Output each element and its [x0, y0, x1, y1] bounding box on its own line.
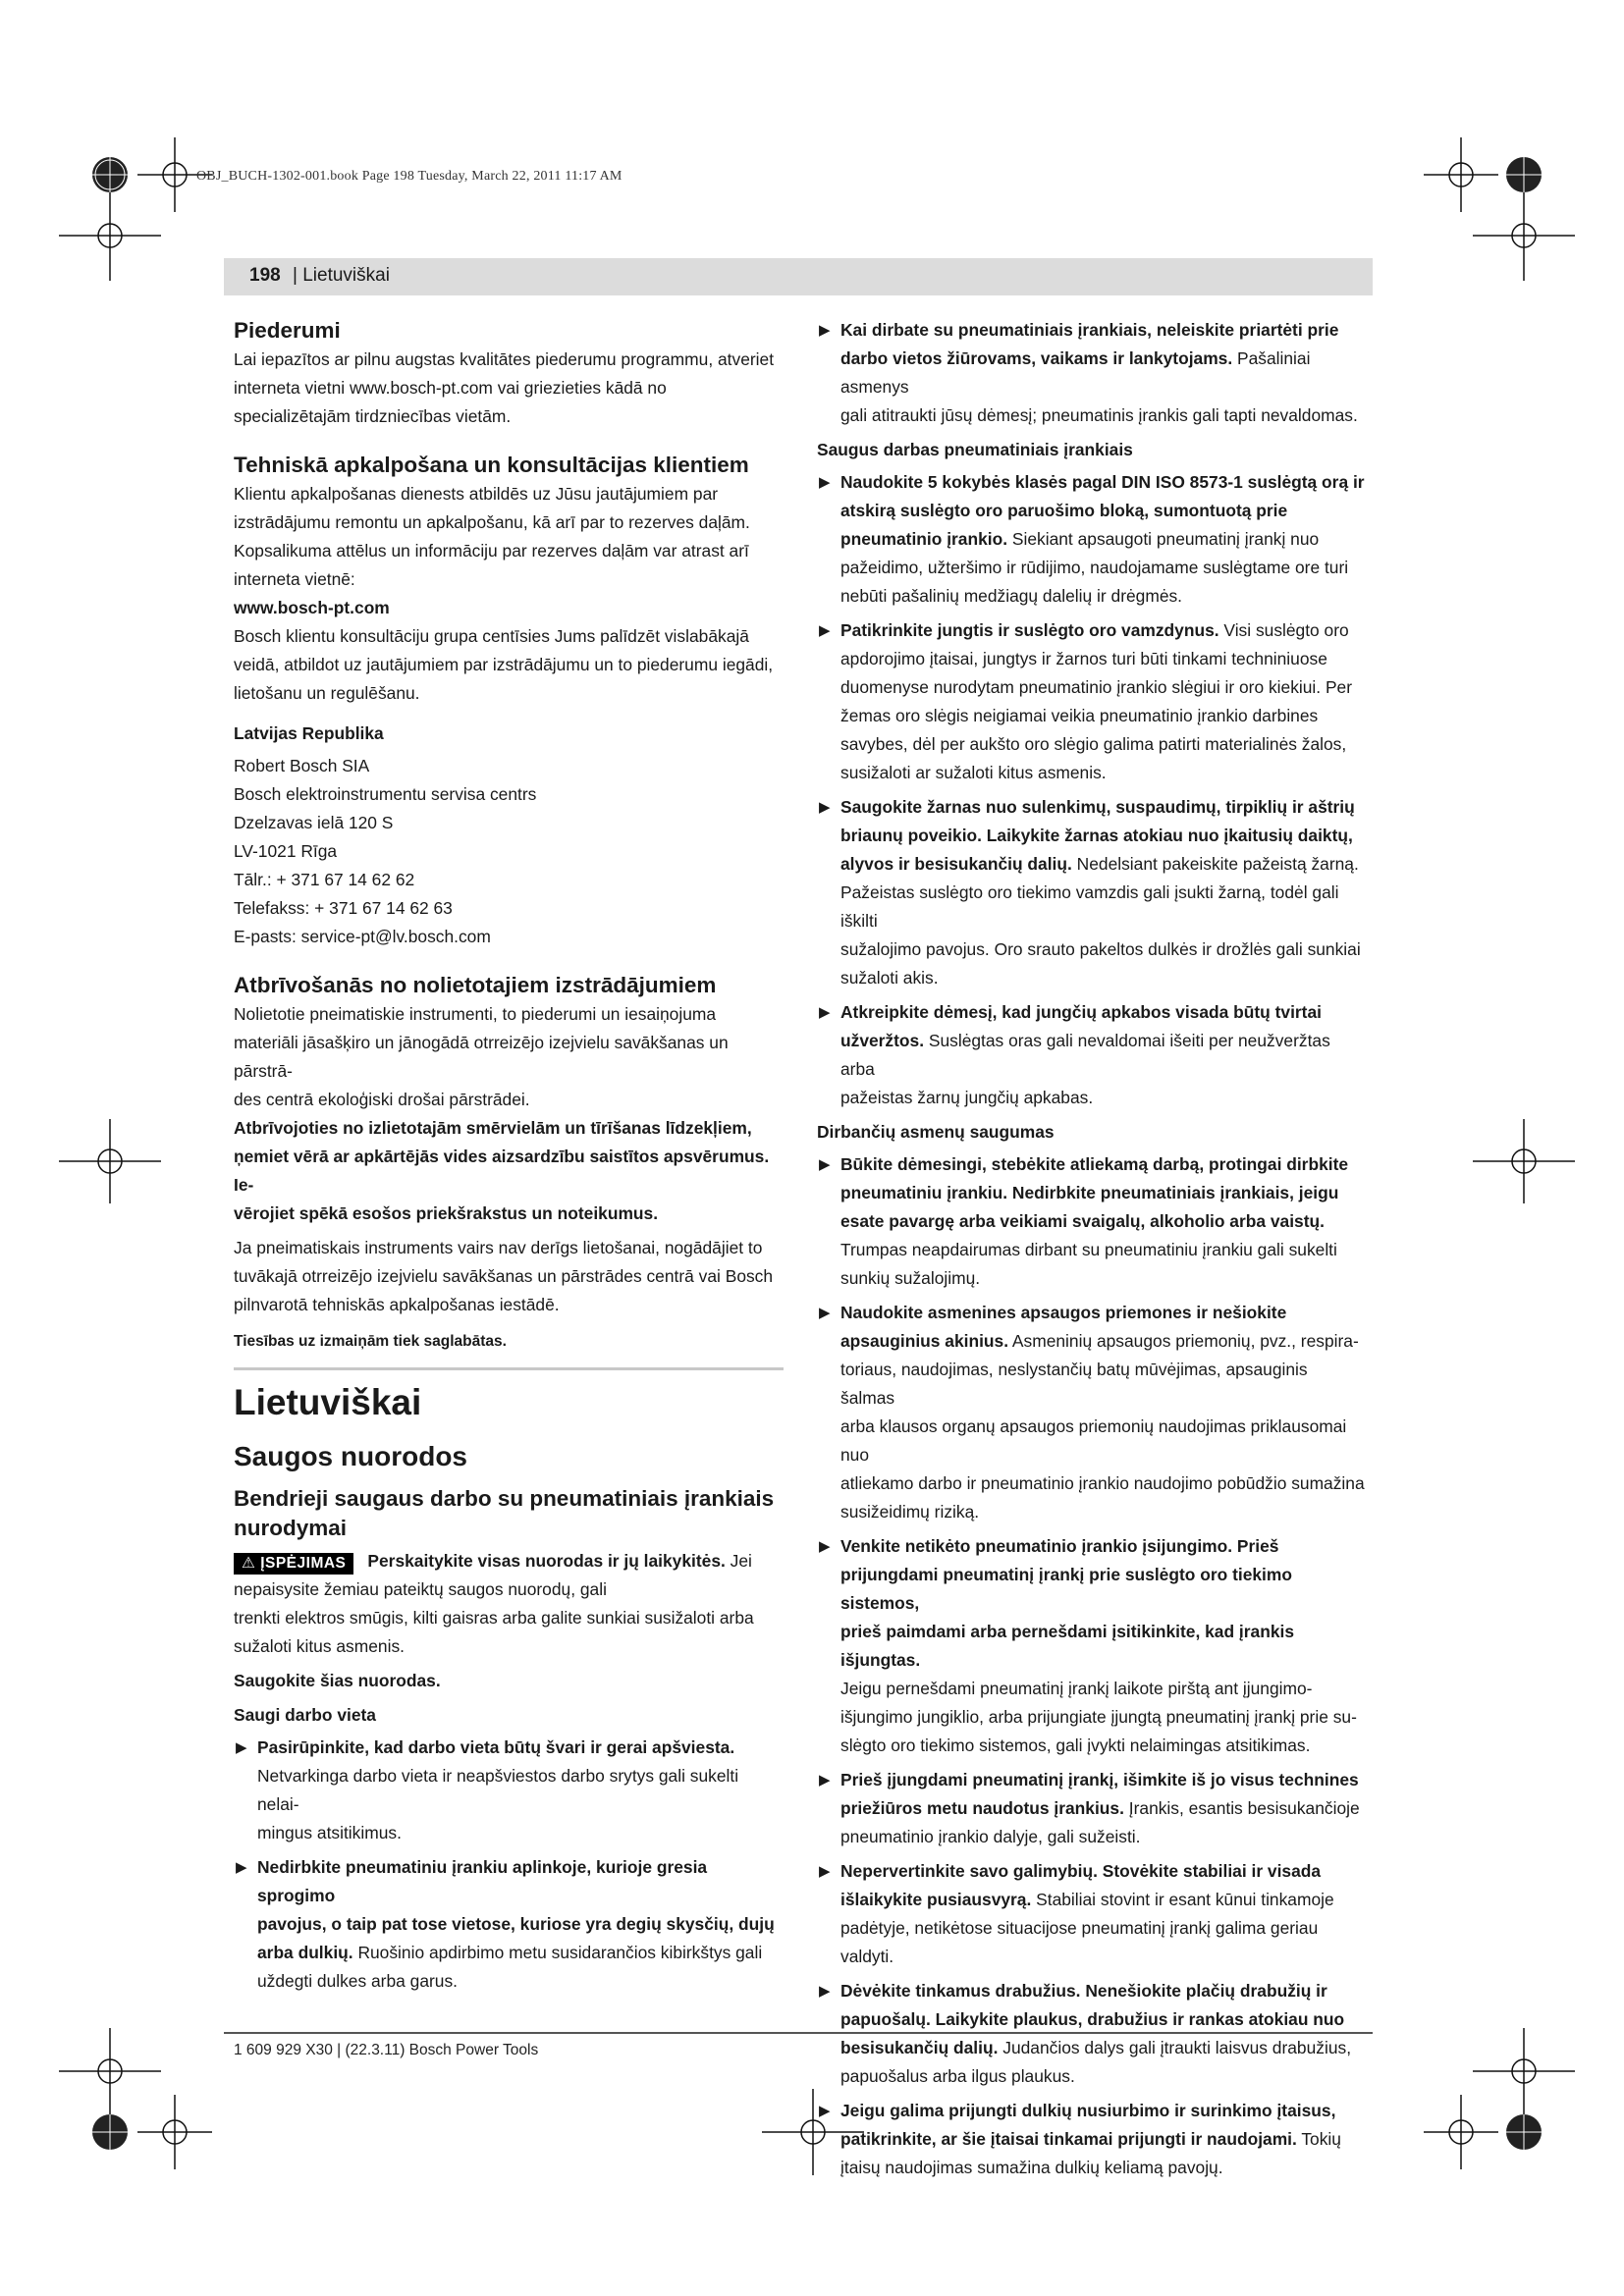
bullet-triangle-icon: ▶ — [819, 1863, 831, 1880]
bullet-bold: papuošalų. Laikykite plaukus, drabužius ir rankas atokiau nuo — [840, 2009, 1345, 2029]
bullet-triangle-icon: ▶ — [819, 1538, 831, 1555]
crosshair-top-left — [59, 137, 212, 281]
bullet-text: sužaloti akis. — [840, 968, 939, 988]
paragraph-line: materiāli jāsašķiro un jānogādā otrreizējo izejvielu savākšanas un pārstrā- — [234, 1033, 729, 1081]
paragraph-line: Bosch klientu konsultāciju grupa centīsies Jums palīdzēt vislabākajā — [234, 626, 749, 646]
bullet-text: papuošalus arba ilgus plaukus. — [840, 2066, 1075, 2086]
bullet-bold: arba dulkių. — [257, 1943, 353, 1962]
crosshair-mid-left — [59, 1119, 161, 1203]
address-line: Tālr.: + 371 67 14 62 62 — [234, 870, 415, 889]
bullet-bold: užveržtos. — [840, 1031, 925, 1050]
bullet-text: Visi suslėgto oro — [1218, 620, 1349, 640]
general-title-line: Bendrieji saugaus darbo su pneumatiniais įrankiais — [234, 1486, 775, 1511]
bullet-text: toriaus, naudojimas, neslystančių batų mūvėjimas, apsauginis šalmas — [840, 1360, 1308, 1408]
paragraph-line: izstrādājumu remontu un apkalpošanu, kā arī par to rezerves daļām. — [234, 512, 750, 532]
bullet-text: Ruošinio apdirbimo metu susidarančios kibirkštys gali — [352, 1943, 763, 1962]
bullet-text: sunkių sužalojimų. — [840, 1268, 981, 1288]
bullet-bold: Nedirbkite pneumatiniu įrankiu aplinkoje, kurioje gresia sprogimo — [257, 1857, 708, 1905]
address-line: Dzelzavas ielā 120 S — [234, 813, 394, 832]
bullet-item — [817, 2097, 1365, 2182]
bullet-triangle-icon: ▶ — [819, 622, 831, 639]
subtitle-latvia: Latvijas Republika — [234, 723, 384, 743]
target-bottom-left-icon — [92, 2114, 128, 2150]
bullet-bold: apsauginius akinius. — [840, 1331, 1009, 1351]
bullet-text: slėgto oro tiekimo sistemos, gali įvykti nelaimingas atsitikimas. — [840, 1735, 1311, 1755]
bullet-text: žemas oro slėgis neigiamai veikia pneumatinio įrankio darbines — [840, 706, 1319, 725]
bullet-text: pažeidimo, užteršimo ir rūdijimo, naudojamame suslėgtame ore turi — [840, 558, 1349, 577]
bullet-item — [817, 468, 1365, 611]
bullet-text: apdorojimo įtaisai, jungtys ir žarnos turi būti tinkami techniniuose — [840, 649, 1327, 668]
bullet-text: Nedelsiant pakeiskite pažeistą žarną. — [1071, 854, 1359, 874]
bullet-item — [817, 1977, 1365, 2091]
bullet-item — [817, 316, 1365, 430]
section-title-piederumi: Piederumi — [234, 318, 341, 343]
page-header-bar — [224, 258, 1373, 295]
bullet-bold: prijungdami pneumatinį įrankį prie suslėgto oro tiekimo sistemos, — [840, 1565, 1292, 1613]
bullet-triangle-icon: ▶ — [819, 1772, 831, 1789]
bullet-bold: alyvos ir besisukančių dalių. — [840, 854, 1072, 874]
bullet-bold: pneumatiniu įrankiu. Nedirbkite pneumatiniais įrankiais, jeigu — [840, 1183, 1339, 1202]
bullet-text: mingus atsitikimus. — [257, 1823, 402, 1842]
bullet-bold: patikrinkite, ar šie įtaisai tinkamai prijungti ir naudojami. — [840, 2129, 1297, 2149]
bullet-text: sužalojimo pavojus. Oro srauto pakeltos dulkės ir drožlės gali sunkiai — [840, 939, 1361, 959]
warning-text: trenkti elektros smūgis, kilti gaisras arba galite sunkiai susižaloti arba — [234, 1608, 754, 1628]
right-column — [817, 316, 1365, 2182]
bullet-bold: Naudokite 5 kokybės klasės pagal DIN ISO 8573-1 suslėgtą orą ir — [840, 472, 1365, 492]
bullet-item — [817, 1766, 1365, 1851]
bullet-bold: prieš paimdami arba pernešdami įsitikinkite, kad įrankis išjungtas. — [840, 1622, 1295, 1670]
warning-badge: ⚠ ĮSPĖJIMAS — [234, 1553, 353, 1575]
bullet-bold: briaunų poveikio. Laikykite žarnas atokiau nuo įkaitusių daiktų, — [840, 826, 1353, 845]
bullet-item — [817, 1150, 1365, 1293]
bullet-triangle-icon: ▶ — [819, 1983, 831, 2000]
paragraph-line: des centrā ekoloģiski drošai pārstrādei. — [234, 1090, 530, 1109]
bullet-triangle-icon: ▶ — [819, 2103, 831, 2119]
paragraph-line: Kopsalikuma attēlus un informāciju par rezerves daļām var atrast arī — [234, 541, 749, 561]
bullet-bold: Nepervertinkite savo galimybių. Stovėkite stabiliai ir visada — [840, 1861, 1322, 1881]
bullet-triangle-icon: ▶ — [819, 1305, 831, 1321]
bullet-triangle-icon: ▶ — [819, 799, 831, 816]
bullet-bold: priežiūros metu naudotus įrankius. — [840, 1798, 1124, 1818]
bullet-item — [817, 793, 1365, 992]
address-line: Robert Bosch SIA — [234, 756, 370, 775]
crosshair-mid-right — [1473, 1119, 1575, 1203]
paragraph-line: specializētajām tirdzniecības vietām. — [234, 406, 512, 426]
crosshair-bottom-left — [59, 2028, 212, 2169]
bullet-text: Trumpas neapdairumas dirbant su pneumatiniu įrankiu gali sukelti — [840, 1240, 1337, 1259]
paragraph-line: interneta vietni www.bosch-pt.com vai griezieties kādā no — [234, 378, 667, 398]
bullet-triangle-icon: ▶ — [236, 1739, 247, 1756]
bullet-item — [234, 1853, 784, 1996]
bullet-text: nebūti pašalinių medžiagų dalelių ir drėgmės. — [840, 586, 1183, 606]
section-title-disposal: Atbrīvošanās no nolietotajiem izstrādājumiem — [234, 973, 717, 997]
bullet-bold: Pasirūpinkite, kad darbo vieta būtų švari ir gerai apšviesta. — [257, 1737, 735, 1757]
address-line: Telefakss: + 371 67 14 62 63 — [234, 898, 453, 918]
subtitle-personal-safety: Dirbančių asmenų saugumas — [817, 1122, 1055, 1142]
target-top-left-icon — [92, 157, 128, 192]
bullet-text: atliekamo darbo ir pneumatinio įrankio naudojimo pobūdžio sumažina — [840, 1473, 1365, 1493]
bullet-text: pažeistas žarnų jungčių apkabas. — [840, 1088, 1094, 1107]
paragraph-line: pilnvarotā tehniskās apkalpošanas iestādē. — [234, 1295, 560, 1314]
bullet-bold: Saugokite žarnas nuo sulenkimų, suspaudimų, tirpiklių ir aštrių — [840, 797, 1355, 817]
bullet-text: Asmeninių apsaugos priemonių, pvz., respira- — [1008, 1331, 1359, 1351]
bullet-bold: atskirą suslėgto oro paruošimo bloką, sumontuotą prie — [840, 501, 1288, 520]
crosshair-bottom-right — [1424, 2028, 1575, 2169]
paragraph-line: Klientu apkalpošanas dienests atbildēs uz Jūsu jautājumiem par — [234, 484, 719, 504]
page-section: | Lietuviškai — [293, 265, 390, 286]
warning-bold: Perskaitykite visas nuorodas ir jų laikykitės. — [367, 1551, 726, 1571]
bullet-text: Siekiant apsaugoti pneumatinį įrankį nuo — [1007, 529, 1320, 549]
bullet-bold: Kai dirbate su pneumatiniais įrankiais, neleiskite priartėti prie — [840, 320, 1339, 340]
bullet-text: įtaisų naudojimas sumažina dulkių keliamą pavojų. — [840, 2158, 1223, 2177]
warning-text: Jei — [725, 1551, 752, 1571]
bullet-triangle-icon: ▶ — [819, 322, 831, 339]
paragraph-line: tuvākajā otrreizējo izejvielu savākšanas un pārstrādes centrā vai Bosch — [234, 1266, 774, 1286]
keep-instructions: Saugokite šias nuorodas. — [234, 1671, 441, 1690]
file-slug: OBJ_BUCH-1302-001.book Page 198 Tuesday, March 22, 2011 11:17 AM — [196, 169, 623, 184]
bullet-triangle-icon: ▶ — [819, 1156, 831, 1173]
footer-rule — [224, 2032, 1373, 2034]
language-title: Lietuviškai — [234, 1382, 422, 1422]
bullet-text: arba klausos organų apsaugos priemonių naudojimas priklausomai nuo — [840, 1416, 1347, 1465]
bullet-triangle-icon: ▶ — [236, 1859, 247, 1876]
paragraph-line: Lai iepazītos ar pilnu augstas kvalitātes piederumu programmu, atveriet — [234, 349, 775, 369]
footer-text: 1 609 929 X30 | (22.3.11) Bosch Power Tools — [234, 2042, 539, 2058]
bullet-bold: pneumatinio įrankio. — [840, 529, 1008, 549]
bullet-bold: Jeigu galima prijungti dulkių nusiurbimo ir surinkimo įtaisus, — [840, 2101, 1336, 2120]
bullet-text: Netvarkinga darbo vieta ir neapšviestos darbo srytys gali sukelti nelai- — [257, 1766, 739, 1814]
bullet-bold: išlaikykite pusiausvyrą. — [840, 1890, 1032, 1909]
warning-text: nepaisysite žemiau pateiktų saugos nuorodų, gali — [234, 1579, 607, 1599]
bullet-item — [234, 1734, 784, 1847]
bullet-text: uždegti dulkes arba garus. — [257, 1971, 458, 1991]
address-line: LV-1021 Rīga — [234, 841, 338, 861]
bullet-text: Tokių — [1296, 2129, 1341, 2149]
bullet-item — [817, 998, 1365, 1112]
bullet-bold: Atkreipkite dėmesį, kad jungčių apkabos visada būtų tvirtai — [840, 1002, 1322, 1022]
left-column — [234, 316, 784, 1996]
rights-notice: Tiesības uz izmaiņām tiek saglabātas. — [234, 1333, 507, 1350]
safety-title: Saugos nuorodos — [234, 1441, 467, 1471]
bullet-text: Stabiliai stovint ir esant kūnui tinkamoje — [1031, 1890, 1334, 1909]
bullet-text: Judančios dalys gali įtraukti laisvus drabužius, — [998, 2038, 1352, 2057]
target-top-right-icon — [1506, 157, 1542, 192]
paragraph-line: Nolietotie pneimatiskie instrumenti, to piederumi un iesaiņojuma — [234, 1004, 717, 1024]
bullet-item — [817, 1532, 1365, 1760]
bullet-bold: Naudokite asmenines apsaugos priemones ir nešiokite — [840, 1303, 1287, 1322]
bullet-text: valdyti. — [840, 1947, 894, 1966]
crosshair-top-right — [1424, 137, 1575, 281]
bullet-bold: Venkite netikėto pneumatinio įrankio įsijungimo. Prieš — [840, 1536, 1279, 1556]
bullet-text: pneumatinio įrankio dalyje, gali sužeisti. — [840, 1827, 1141, 1846]
warning-text: sužaloti kitus asmenis. — [234, 1636, 405, 1656]
subtitle-workplace: Saugi darbo vieta — [234, 1705, 376, 1725]
bullet-text: Pašaliniai asmenys — [840, 348, 1311, 397]
bullet-bold: Patikrinkite jungtis ir suslėgto oro vamzdynus. — [840, 620, 1219, 640]
bullet-bold: darbo vietos žiūrovams, vaikams ir lankytojams. — [840, 348, 1233, 368]
bullet-text: padėtyje, netikėtose situacijose pneumatinį įrankį galima geriau — [840, 1918, 1319, 1938]
bullet-item — [817, 616, 1365, 787]
paragraph-line: vērojiet spēkā esošos priekšrakstus un noteikumus. — [234, 1203, 659, 1223]
service-url: www.bosch-pt.com — [234, 598, 390, 617]
bullet-text: duomenyse nurodytam pneumatinio įrankio slėgiui ir oro kiekiui. Per — [840, 677, 1353, 697]
page-number: 198 — [249, 265, 281, 286]
address-line: E-pasts: service-pt@lv.bosch.com — [234, 927, 491, 946]
target-bottom-right-icon — [1506, 2114, 1542, 2150]
paragraph-line: Ja pneimatiskais instruments vairs nav derīgs lietošanai, nogādājiet to — [234, 1238, 763, 1257]
section-title-service: Tehniskā apkalpošana un konsultācijas klientiem — [234, 453, 749, 477]
general-title-line: nurodymai — [234, 1516, 348, 1540]
bullet-item — [817, 1299, 1365, 1526]
warning-block — [234, 1547, 784, 1661]
bullet-text: gali atitraukti jūsų dėmesį; pneumatinis įrankis gali tapti nevaldomas. — [840, 405, 1358, 425]
bullet-text: išjungimo jungiklio, arba prijungiate įjungtą pneumatinį įrankį prie su- — [840, 1707, 1357, 1727]
bullet-triangle-icon: ▶ — [819, 474, 831, 491]
bullet-bold: pavojus, o taip pat tose vietose, kuriose yra degių skysčių, dujų — [257, 1914, 775, 1934]
address-line: Bosch elektroinstrumentu servisa centrs — [234, 784, 537, 804]
bullet-bold: besisukančių dalių. — [840, 2038, 999, 2057]
bullet-item — [817, 1857, 1365, 1971]
bullet-bold: esate pavargę arba veikiami svaigalų, alkoholio arba vaistų. — [840, 1211, 1325, 1231]
paragraph-line: Atbrīvojoties no izlietotajām smērvielām un tīrīšanas līdzekļiem, — [234, 1118, 752, 1138]
bullet-text: Jeigu pernešdami pneumatinį įrankį laikote pirštą ant įjungimo- — [840, 1679, 1313, 1698]
bullet-text: Pažeistas suslėgto oro tiekimo vamzdis gali įsukti žarną, todėl gali iškilti — [840, 882, 1339, 931]
bullet-text: Suslėgtas oras gali nevaldomai išeiti per neužveržtas arba — [840, 1031, 1330, 1079]
paragraph-line: lietošanu un regulēšanu. — [234, 683, 420, 703]
paragraph-line: interneta vietnē: — [234, 569, 355, 589]
paragraph-line: ņemiet vērā ar apkārtējās vides aizsardzību saistītos apsvērumus. Ie- — [234, 1147, 770, 1195]
bullet-text: susižaloti ar sužaloti kitus asmenis. — [840, 763, 1107, 782]
bullet-bold: Prieš įjungdami pneumatinį įrankį, išimkite iš jo visus technines — [840, 1770, 1359, 1789]
bullet-text: Įrankis, esantis besisukančioje — [1123, 1798, 1360, 1818]
bullet-text: susižeidimų riziką. — [840, 1502, 980, 1522]
bullet-bold: Būkite dėmesingi, stebėkite atliekamą darbą, protingai dirbkite — [840, 1154, 1349, 1174]
divider — [234, 1367, 784, 1370]
paragraph-line: veidā, atbildot uz jautājumiem par izstrādājumu un to piederumu iegādi, — [234, 655, 774, 674]
bullet-text: savybes, dėl per aukšto oro slėgio galima patirti materialinės žalos, — [840, 734, 1347, 754]
bullet-triangle-icon: ▶ — [819, 1004, 831, 1021]
subtitle-pneumatic: Saugus darbas pneumatiniais įrankiais — [817, 440, 1133, 459]
bullet-bold: Dėvėkite tinkamus drabužius. Nenešiokite plačių drabužių ir — [840, 1981, 1327, 2001]
